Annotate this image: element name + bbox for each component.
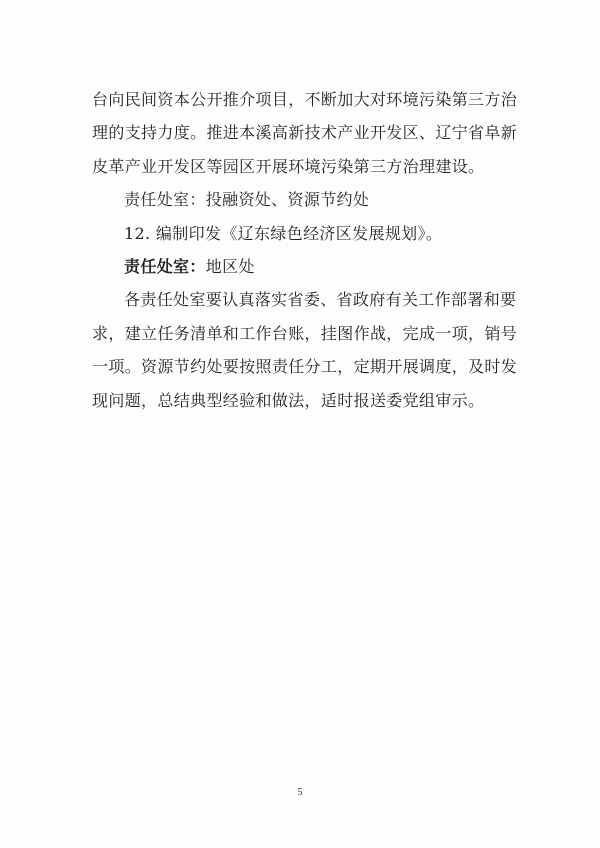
- responsible-office-value: 地区处: [205, 256, 255, 276]
- paragraph-line: 求，建立任务清单和工作台账，挂图作战，完成一项，销号: [92, 323, 518, 343]
- responsible-office-label: 责任处室：: [124, 256, 206, 276]
- paragraph-line: 现问题，总结典型经验和做法，适时报送委党组审示。: [92, 390, 485, 410]
- paragraph-line: 理的支持力度。推进本溪高新技术产业开发区、辽宁省阜新: [92, 123, 518, 143]
- responsible-office-line: 责任处室：投融资处、资源节约处: [124, 190, 370, 210]
- paragraph-line: 皮革产业开发区等园区开展环境污染第三方治理建设。: [92, 156, 485, 176]
- paragraph-line: 台向民间资本公开推介项目，不断加大对环境污染第三方治: [92, 90, 518, 109]
- document-body: [92, 83, 518, 417]
- task-item-12: 12. 编制印发《辽东绿色经济区发展规划》。: [124, 223, 443, 243]
- paragraph-line: 各责任处室要认真落实省委、省政府有关工作部署和要: [124, 290, 517, 310]
- paragraph-line: 一项。资源节约处要按照责任分工，定期开展调度，及时发: [92, 357, 518, 377]
- page-number: 5: [297, 787, 303, 798]
- responsible-office-line: [92, 250, 512, 283]
